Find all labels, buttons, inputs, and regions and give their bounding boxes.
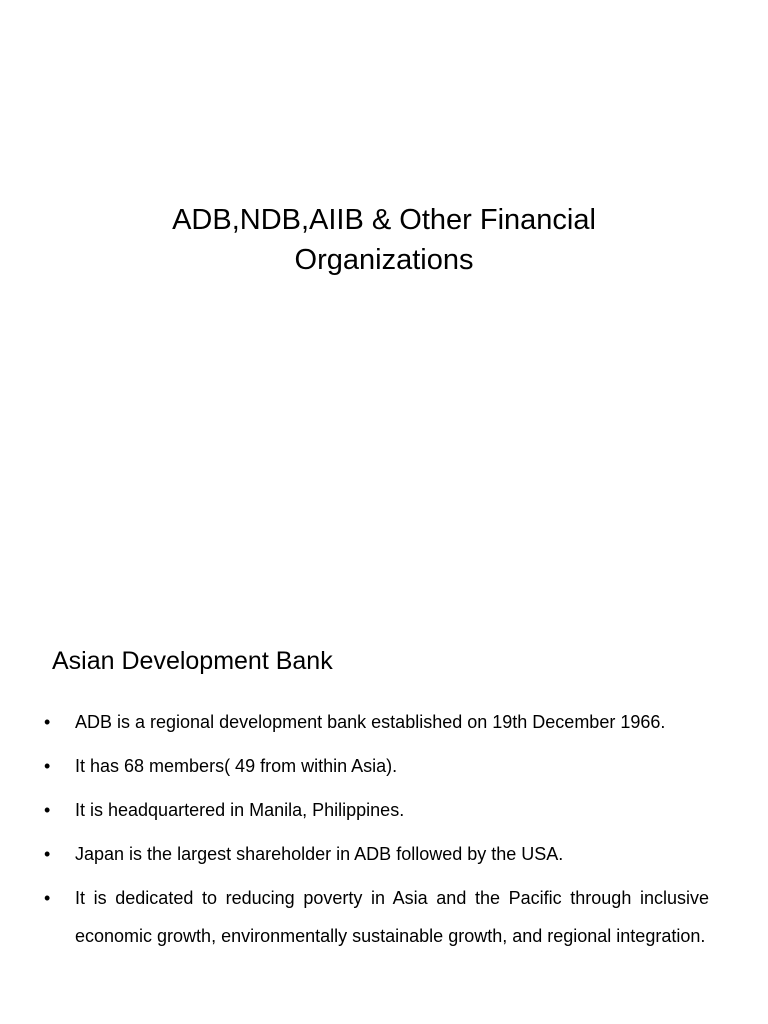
bullet-item bbox=[44, 747, 709, 785]
bullet-dot-icon: • bbox=[44, 712, 51, 732]
bullet-dot-icon: • bbox=[44, 800, 51, 820]
section-heading: Asian Development Bank bbox=[52, 647, 333, 675]
bullet-item bbox=[44, 879, 709, 955]
bullet-list bbox=[44, 703, 709, 961]
bullet-text: It is headquartered in Manila, Philippines. bbox=[75, 800, 405, 820]
bullet-item bbox=[44, 791, 709, 829]
bullet-dot-icon: • bbox=[44, 844, 51, 864]
bullet-text: ADB is a regional development bank established on 19th December 1966. bbox=[75, 712, 666, 732]
bullet-text: It is dedicated to reducing poverty in Asia and the Pacific through inclusive economic growth, environmentally sustainable growth, and regional integration. bbox=[75, 888, 709, 946]
bullet-item bbox=[44, 835, 709, 873]
bullet-item bbox=[44, 703, 709, 741]
bullet-text: It has 68 members( 49 from within Asia). bbox=[75, 756, 398, 776]
deck-title: ADB,NDB,AIIB & Other Financial Organizations bbox=[172, 204, 596, 276]
bullet-dot-icon: • bbox=[44, 888, 51, 908]
bullet-text: Japan is the largest shareholder in ADB followed by the USA. bbox=[75, 844, 564, 864]
content-slide bbox=[0, 576, 768, 1024]
bullet-dot-icon: • bbox=[44, 756, 51, 776]
